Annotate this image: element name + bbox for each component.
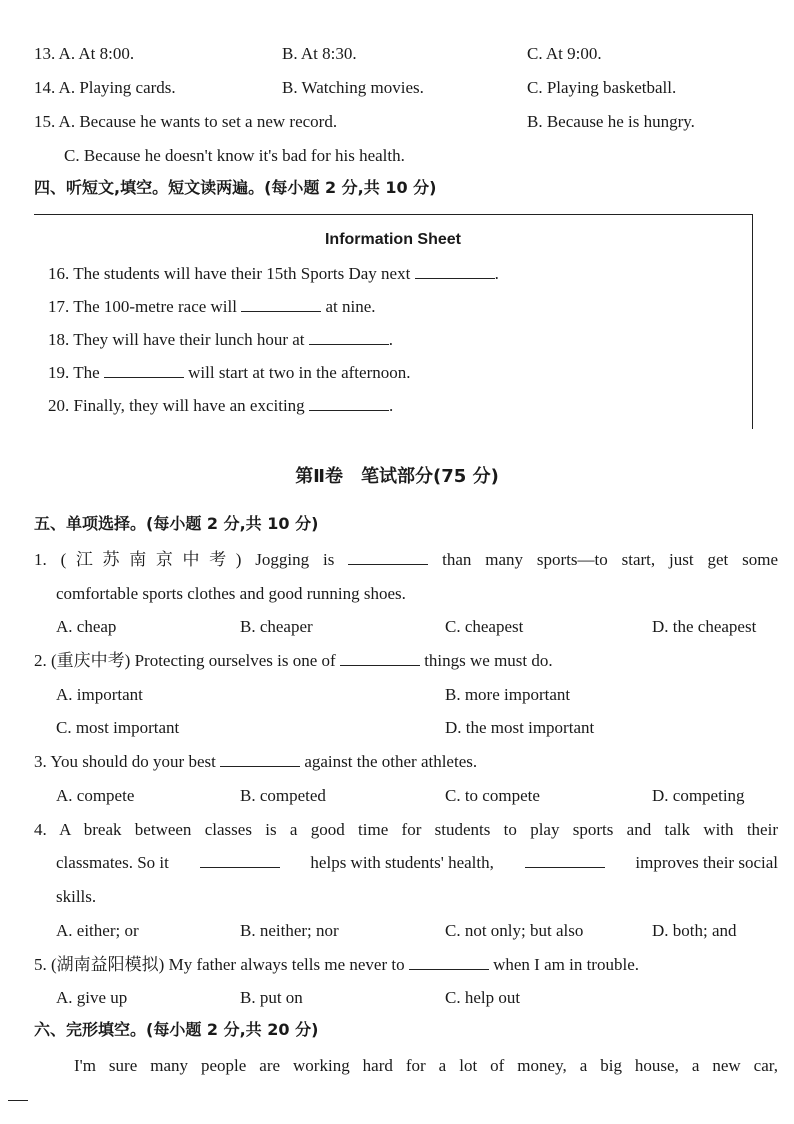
q13-option-a: 13. A. At 8:00. bbox=[34, 44, 135, 63]
page-edge-dash bbox=[8, 1100, 28, 1101]
item-19 bbox=[48, 363, 411, 383]
q15-option-b: B. Because he is hungry. bbox=[527, 112, 695, 131]
item-16 bbox=[48, 264, 499, 284]
q5-option-c: C. help out bbox=[445, 988, 521, 1007]
q4-stem-part3: improves their social bbox=[635, 853, 778, 872]
q3-stem bbox=[34, 752, 477, 772]
answer-blank-q4-1[interactable] bbox=[200, 853, 280, 868]
answer-blank-q2[interactable] bbox=[340, 651, 420, 666]
answer-blank-q3[interactable] bbox=[220, 752, 300, 767]
item-18-text: 18. They will have their lunch hour at bbox=[48, 330, 305, 349]
item-17 bbox=[48, 297, 376, 317]
answer-blank-20[interactable] bbox=[309, 396, 389, 411]
q4-line2 bbox=[56, 853, 778, 873]
q2-option-d: D. the most important bbox=[445, 718, 595, 737]
q1-option-d: D. the cheapest bbox=[652, 617, 757, 636]
q3-option-d: D. competing bbox=[652, 786, 745, 805]
answer-blank-19[interactable] bbox=[104, 363, 184, 378]
q13-option-c: C. At 9:00. bbox=[527, 44, 602, 63]
q3-stem-end: against the other athletes. bbox=[304, 752, 478, 771]
q5-option-b: B. put on bbox=[240, 988, 303, 1007]
item-20-text: 20. Finally, they will have an exciting bbox=[48, 396, 305, 415]
item-20 bbox=[48, 396, 393, 416]
item-16-end: . bbox=[494, 264, 499, 283]
item-18 bbox=[48, 330, 393, 350]
q5-stem-text: 5. (湖南益阳模拟) My father always tells me never to bbox=[34, 955, 405, 974]
q1-stem-end: than many sports—to start, just get some bbox=[442, 550, 779, 569]
answer-blank-18[interactable] bbox=[309, 330, 389, 345]
q1-stem: 1. (江苏南京中考) Jogging is bbox=[34, 550, 335, 569]
item-19-end: will start at two in the afternoon. bbox=[188, 363, 411, 382]
q15-option-c: C. Because he doesn't know it's bad for his health. bbox=[64, 146, 405, 165]
answer-blank-q5[interactable] bbox=[409, 955, 489, 970]
q4-stem-part1: classmates. So it bbox=[56, 853, 169, 872]
q4-stem-part2: helps with students' health, bbox=[310, 853, 494, 872]
q1-line2: comfortable sports clothes and good running shoes. bbox=[56, 584, 406, 603]
q14-option-a: 14. A. Playing cards. bbox=[34, 78, 176, 97]
q3-option-b: B. competed bbox=[240, 786, 326, 805]
q4-line1: 4. A break between classes is a good time for students to play sports and talk with their bbox=[34, 820, 778, 839]
q4-option-c: C. not only; but also bbox=[445, 921, 584, 940]
answer-blank-q4-2[interactable] bbox=[525, 853, 605, 868]
q1-line1 bbox=[34, 550, 778, 570]
q1-option-c: C. cheapest bbox=[445, 617, 524, 636]
q4-option-d: D. both; and bbox=[652, 921, 737, 940]
q15-option-a: 15. A. Because he wants to set a new record. bbox=[34, 112, 338, 131]
answer-blank-16[interactable] bbox=[415, 264, 495, 279]
q2-stem-text: 2. (重庆中考) Protecting ourselves is one of bbox=[34, 651, 336, 670]
section6-heading: 六、完形填空。(每小题 2 分,共 20 分) bbox=[34, 1020, 319, 1039]
q3-stem-text: 3. You should do your best bbox=[34, 752, 216, 771]
q2-option-a: A. important bbox=[56, 685, 143, 704]
part2-title: 第Ⅱ卷 笔试部分(75 分) bbox=[295, 466, 499, 487]
answer-blank-17[interactable] bbox=[241, 297, 321, 312]
q14-option-b: B. Watching movies. bbox=[282, 78, 424, 97]
q2-option-b: B. more important bbox=[445, 685, 571, 704]
item-18-end: . bbox=[388, 330, 394, 349]
q5-option-a: A. give up bbox=[56, 988, 128, 1007]
q5-stem bbox=[34, 955, 639, 975]
item-19-text: 19. The bbox=[48, 363, 100, 382]
item-17-end: at nine. bbox=[325, 297, 376, 316]
q13-option-b: B. At 8:30. bbox=[282, 44, 357, 63]
q3-option-c: C. to compete bbox=[445, 786, 540, 805]
q5-stem-end: when I am in trouble. bbox=[493, 955, 639, 974]
q4-option-a: A. either; or bbox=[56, 921, 139, 940]
item-20-end: . bbox=[388, 396, 394, 415]
section5-heading: 五、单项选择。(每小题 2 分,共 10 分) bbox=[34, 514, 319, 533]
q14-option-c: C. Playing basketball. bbox=[527, 78, 677, 97]
item-16-text: 16. The students will have their 15th Sports Day next bbox=[48, 264, 411, 283]
q3-option-a: A. compete bbox=[56, 786, 135, 805]
answer-blank-q1[interactable] bbox=[348, 550, 428, 565]
q4-line3: skills. bbox=[56, 887, 97, 906]
q1-option-a: A. cheap bbox=[56, 617, 117, 636]
q4-option-b: B. neither; nor bbox=[240, 921, 339, 940]
q1-option-b: B. cheaper bbox=[240, 617, 313, 636]
q2-stem bbox=[34, 651, 553, 671]
q2-stem-end: things we must do. bbox=[424, 651, 553, 670]
q2-option-c: C. most important bbox=[56, 718, 180, 737]
item-17-text: 17. The 100-metre race will bbox=[48, 297, 237, 316]
cloze-paragraph-line1: I'm sure many people are working hard for a lot of money, a big house, a new car, bbox=[74, 1056, 778, 1075]
information-sheet-title: Information Sheet bbox=[324, 231, 461, 248]
section4-heading: 四、听短文,填空。短文读两遍。(每小题 2 分,共 10 分) bbox=[34, 178, 437, 197]
